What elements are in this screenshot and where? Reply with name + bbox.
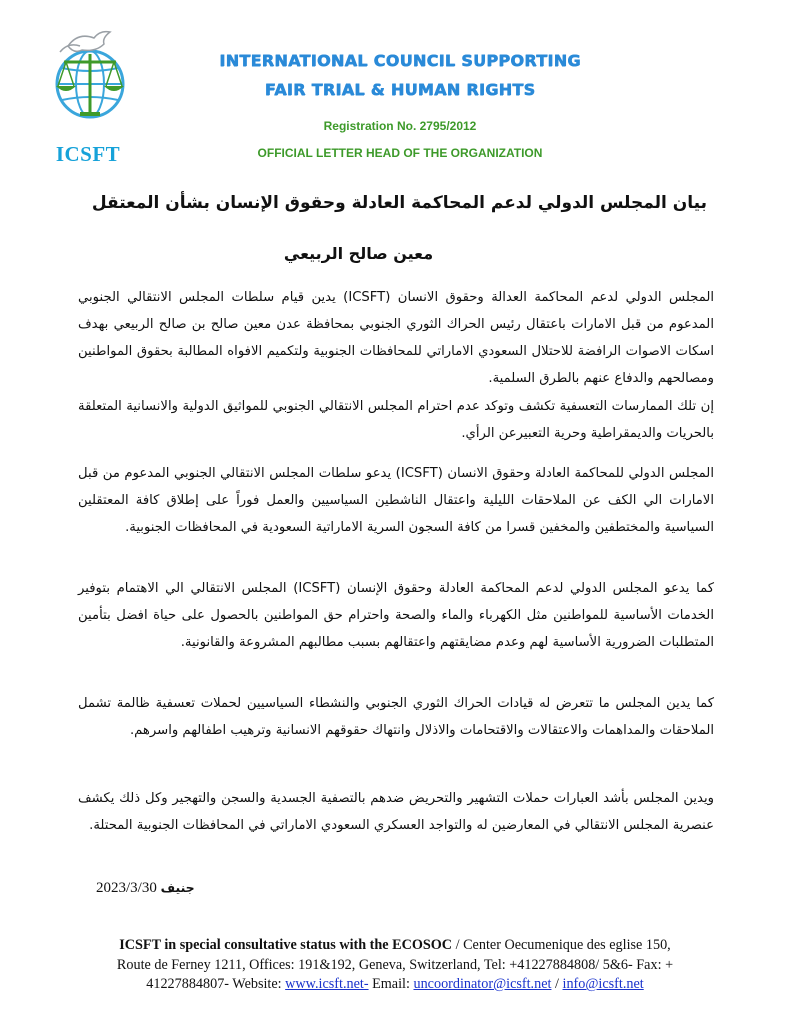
footer-address-start: / Center Oecumenique des eglise 150, xyxy=(452,937,671,953)
website-link[interactable]: www.icsft.net- xyxy=(285,976,369,992)
footer-email-label: Email: xyxy=(368,976,414,992)
date-label: جنيف xyxy=(160,880,195,895)
logo-text: ICSFT xyxy=(55,142,121,166)
dove-scales-globe-icon xyxy=(38,28,138,120)
date-line xyxy=(96,880,256,897)
org-name-line1: INTERNATIONAL COUNCIL SUPPORTING xyxy=(219,51,581,70)
paragraph-1: المجلس الدولي لدعم المحاكمة العدالة وحقوق الانسان (ICSFT) يدين قيام سلطات المجلس الانتقالي الجنوبي المدعوم من قبل الامارات باعتقال رئيس الحراك الثوري الجنوبي بمحافظة عدن معين صالح بن صالح الربيعي بهدف اسكات الاصوات الرافضة للاحتلال السعودي الاماراتي للمحافظات الجنوبية ولتكميم الافواه المطالبة بحقوق المواطنين ومصالحهم والدفاع عنهم بالطرق السلمية. xyxy=(78,290,714,386)
paragraph-3: المجلس الدولي للمحاكمة العادلة وحقوق الانسان (ICSFT) يدعو سلطات المجلس الانتقالي الجنوبي المدعوم من قبل الامارات الي الكف عن الملاحقات الليلية واعتقال الناشطين السياسيين والعمل فوراً على إطلاق كافة المعتقلين السياسية والمختطفين والمخفين قسرا من كافة السجون السرية الاماراتية السعودية في المحافظات الجنوبية. xyxy=(78,466,714,535)
footer-website-label: 41227884807- Website: xyxy=(146,976,286,992)
paragraph-6: ويدين المجلس بأشد العبارات حملات التشهير والتحريض ضدهم بالتصفية الجسدية والسجن والتهجير وكل ذلك يكشف عنصرية المجلس الانتقالي في المعارضين له والتواجد العسكري السعودي الاماراتي في المحافظات الجنوبية المحتلة. xyxy=(78,791,714,833)
org-name-line2: FAIR TRIAL & HUMAN RIGHTS xyxy=(264,80,536,99)
official-letterhead-label: OFFICIAL LETTER HEAD OF THE ORGANIZATION xyxy=(257,146,543,160)
registration-number: Registration No. 2795/2012 xyxy=(323,119,477,133)
paragraph-2: إن تلك الممارسات التعسفية تكشف وتوكد عدم احترام المجلس الانتقالي الجنوبي للمواثيق الدولية والانسانية المتعلقة بالحريات والديمقراطية وحرية التعبيرعن الرأي. xyxy=(78,399,714,441)
email-link-info[interactable]: info@icsft.net xyxy=(562,976,644,992)
paragraph-5: كما يدين المجلس ما تتعرض له قيادات الحراك الثوري الجنوبي والنشطاء السياسيين لحملات تعسفية ظالمة تشمل الملاحقات والمداهمات والاعتقالات والاقتحامات والاذلال وانتهاك حقوقهم الانسانية وترهيب اطفالهم واسرهم. xyxy=(78,696,714,738)
footer-separator: / xyxy=(551,976,563,992)
date-value: 2023/3/30 xyxy=(96,880,157,896)
email-link-coordinator[interactable]: uncoordinator@icsft.net xyxy=(413,976,552,992)
footer xyxy=(70,936,720,995)
paragraph-4: كما يدعو المجلس الدولي لدعم المحاكمة العادلة وحقوق الإنسان (ICSFT) المجلس الانتقالي الي الاهتمام بتوفير الخدمات الأساسية للمواطنين مثل الكهرباء والماء والصحة واحترام حق المواطنين بالحصول على حياة افضل بتأمين المتطلبات الضرورية الأساسية لهم وعدم مضايقتهم واعتقالهم بسبب مطالبهم المشروعة والقانونية. xyxy=(78,581,714,650)
detainee-name: معين صالح الربيعي xyxy=(283,244,434,263)
footer-line1 xyxy=(70,936,720,956)
footer-line3 xyxy=(70,975,720,995)
footer-consultative-status: ICSFT in special consultative status with the ECOSOC xyxy=(119,937,453,953)
footer-line2: Route de Ferney 1211, Offices: 191&192, Geneva, Switzerland, Tel: +41227884808/ 5&6- Fax: + xyxy=(116,956,674,973)
statement-title: بيان المجلس الدولي لدعم المحاكمة العادلة وحقوق الإنسان بشأن المعتقل xyxy=(91,193,707,213)
